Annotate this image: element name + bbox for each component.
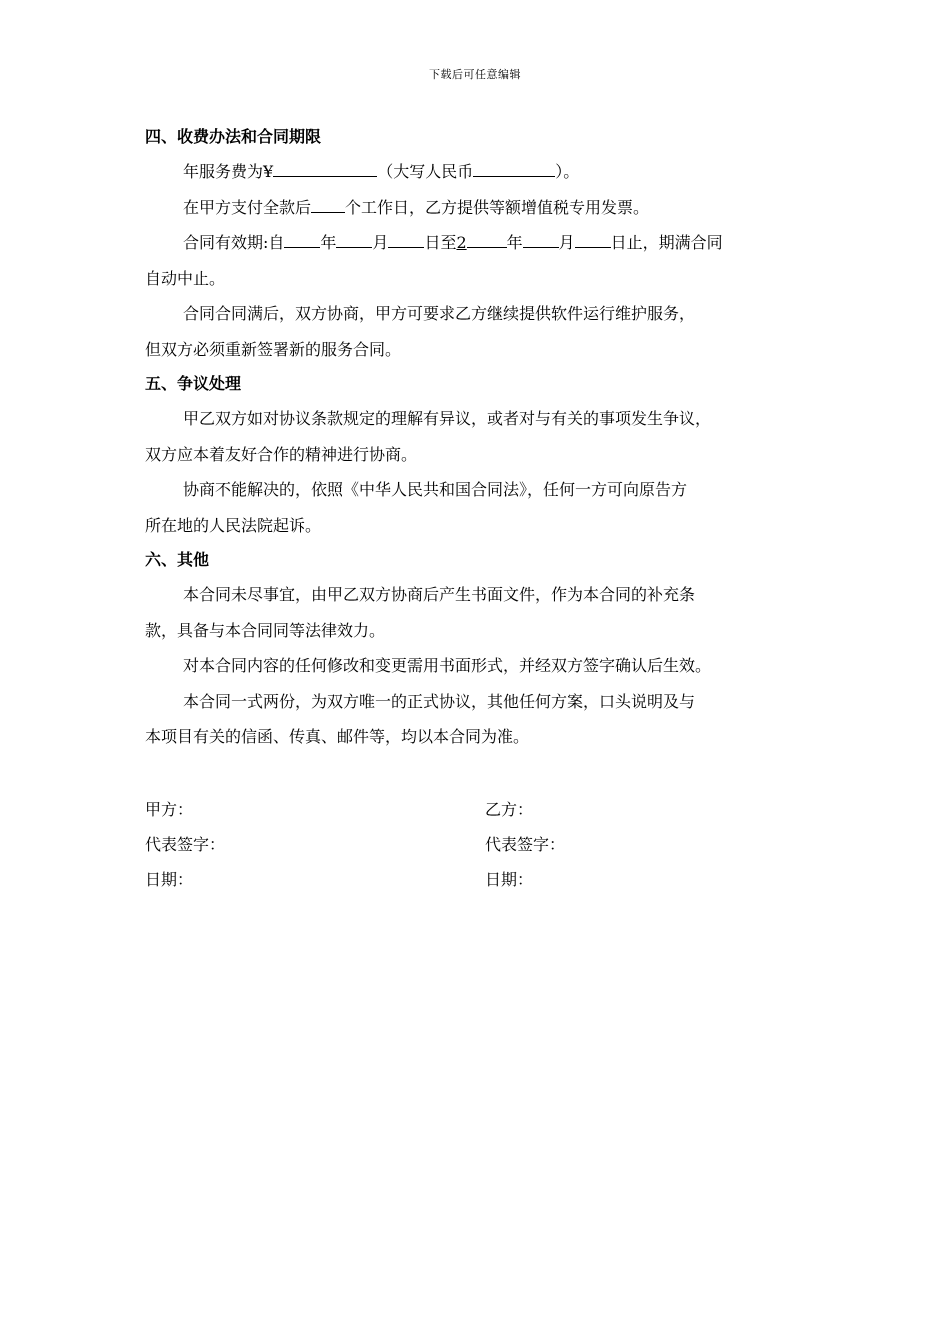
invoice-line: [145, 190, 820, 226]
invoice-prefix: 在甲方支付全款后: [183, 197, 312, 217]
other-p3-line2: 本项目有关的信函、传真、邮件等，均以本合同为准。: [145, 727, 530, 746]
period-line: [145, 225, 820, 261]
dispute-p2-line1: 协商不能解决的，依照《中华人民共和国合同法》，任何一方可向原告方: [183, 480, 688, 499]
fee-prefix: 年服务费为¥: [183, 162, 274, 181]
section-5-title: 五、争议处理: [145, 374, 242, 393]
page-header: 下载后可任意编辑: [429, 68, 521, 81]
year-label-1: 年: [320, 233, 337, 252]
start-day-blank: [388, 231, 424, 248]
invoice-days-blank: [311, 196, 345, 213]
signature-block: [145, 792, 820, 897]
section-6-body: [145, 577, 820, 755]
party-b-label: 乙方：: [485, 800, 534, 819]
contract-body: [145, 120, 820, 755]
dispute-p1-line1: 甲乙双方如对协议条款规定的理解有异议，或者对与有关的事项发生争议，: [183, 409, 712, 428]
section-4-title: 四、收费办法和合同期限: [145, 127, 322, 146]
period-label: 合同有效期:自: [183, 233, 285, 252]
end-year-blank: [467, 231, 507, 248]
fee-middle: （大写人民币: [377, 162, 474, 181]
fee-suffix: ）。: [555, 162, 580, 181]
end-month-blank: [523, 231, 559, 248]
party-a-label: 甲方：: [145, 800, 194, 819]
fee-line: [145, 154, 820, 190]
month-label-2: 月: [558, 233, 575, 252]
start-year-blank: [284, 231, 320, 248]
other-p2-line1: 对本合同内容的任何修改和变更需用书面形式，并经双方签字确认后生效。: [183, 656, 712, 675]
renew-line-1: 合同合同满后，双方协商，甲方可要求乙方继续提供软件运行维护服务，: [183, 304, 696, 323]
renew-line-2: 但双方必须重新签署新的服务合同。: [145, 339, 402, 359]
year-label-2: 年: [506, 233, 523, 252]
period-line-2: 自动中止。: [145, 268, 226, 288]
signature-row-date: [145, 862, 820, 897]
signature-row-rep: [145, 827, 820, 862]
signature-row-party: [145, 792, 820, 827]
dispute-p2-line2: 所在地的人民法院起诉。: [145, 515, 322, 535]
end-year-digit: 2: [456, 233, 467, 252]
rep-b-label: 代表签字：: [485, 835, 566, 854]
fee-amount-blank: [273, 160, 377, 177]
day-end-label: 日止，期满合同: [610, 233, 723, 252]
end-day-blank: [575, 231, 611, 248]
section-5-body: [145, 401, 820, 543]
day-to-label: 日至: [424, 233, 457, 252]
section-4-body: [145, 154, 820, 367]
other-p3-line1: 本合同一式两份，为双方唯一的正式协议，其他任何方案，口头说明及与: [183, 691, 696, 711]
date-b-label: 日期：: [485, 870, 534, 889]
month-label-1: 月: [372, 233, 389, 252]
invoice-suffix: 个工作日，乙方提供等额增值税专用发票。: [345, 197, 650, 217]
other-p1-line1: 本合同未尽事宜，由甲乙双方协商后产生书面文件，作为本合同的补充条: [183, 585, 696, 604]
fee-capital-blank: [473, 160, 555, 177]
section-6-title: 六、其他: [145, 550, 210, 569]
other-p1-line2: 款，具备与本合同同等法律效力。: [145, 620, 386, 640]
date-a-label: 日期：: [145, 870, 194, 889]
rep-a-label: 代表签字：: [145, 835, 226, 854]
start-month-blank: [336, 231, 372, 248]
dispute-p1-line2: 双方应本着友好合作的精神进行协商。: [145, 444, 418, 464]
